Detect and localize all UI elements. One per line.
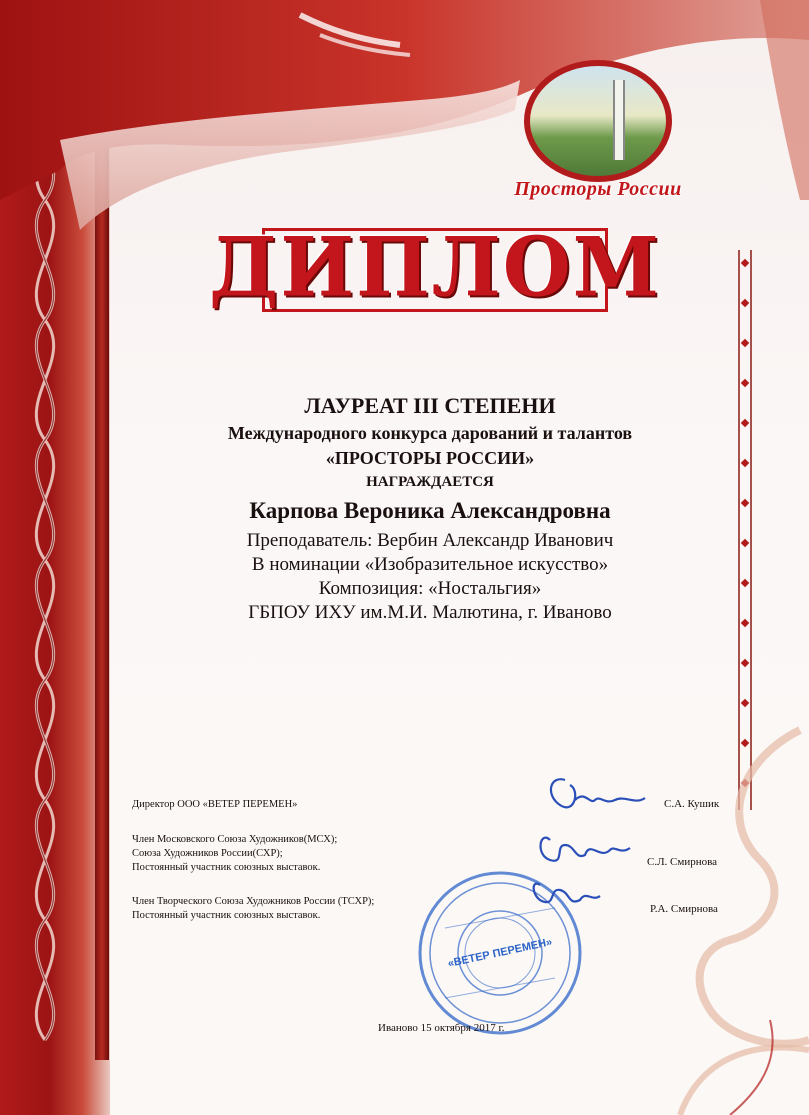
laureate-degree: ЛАУРЕАТ III СТЕПЕНИ [304,393,556,418]
teacher-line: Преподаватель: Вербин Александр Иванович [246,530,614,551]
role-line: Постоянный участник союзных выставок. [132,862,321,873]
role-line: Союза Художников России(СХР); [132,848,283,859]
contest-description: Международного конкурса дарований и талантов [227,423,633,443]
landscape-emblem [524,60,672,182]
stamp-center-text: «ВЕТЕР ПЕРЕМЕН» [446,936,554,970]
issue-date: Иваново 15 октября 2017 г. [378,1022,505,1034]
signatory-name-kushik: С.А. Кушик [664,798,720,810]
role-line: Постоянный участник союзных выставок. [132,910,321,921]
signatory-role-director [132,798,297,812]
signatory-name-smirnova-ra: Р.А. Смирнова [650,903,718,915]
awarded-label: НАГРАЖДАЕТСЯ [366,474,494,490]
nomination-line: В номинации «Изобразительное искусство» [251,554,609,575]
recipient-name: Карпова Вероника Александровна [249,498,611,523]
role-line: Член Творческого Союза Художников России (ТСХР); [132,896,375,907]
signatory-role-member-1 [132,833,337,875]
prostory-rossii-logo [508,50,688,220]
handwritten-signatures [520,760,660,920]
signatory-role-member-2 [132,895,374,923]
birch-tree-emblem [613,80,625,160]
composition-line: Композиция: «Ностальгия» [318,578,542,599]
institution-line: ГБПОУ ИХУ им.М.И. Малютина, г. Иваново [248,602,612,623]
logo-text: Просторы России [514,178,682,200]
role-line: Директор ООО «ВЕТЕР ПЕРЕМЕН» [132,799,298,810]
diploma-title: ДИПЛОМ [209,219,661,316]
signatory-name-smirnova-sl: С.Л. Смирнова [647,856,718,868]
contest-name: «ПРОСТОРЫ РОССИИ» [325,448,535,468]
role-line: Член Московского Союза Художников(МСХ); [132,834,338,845]
